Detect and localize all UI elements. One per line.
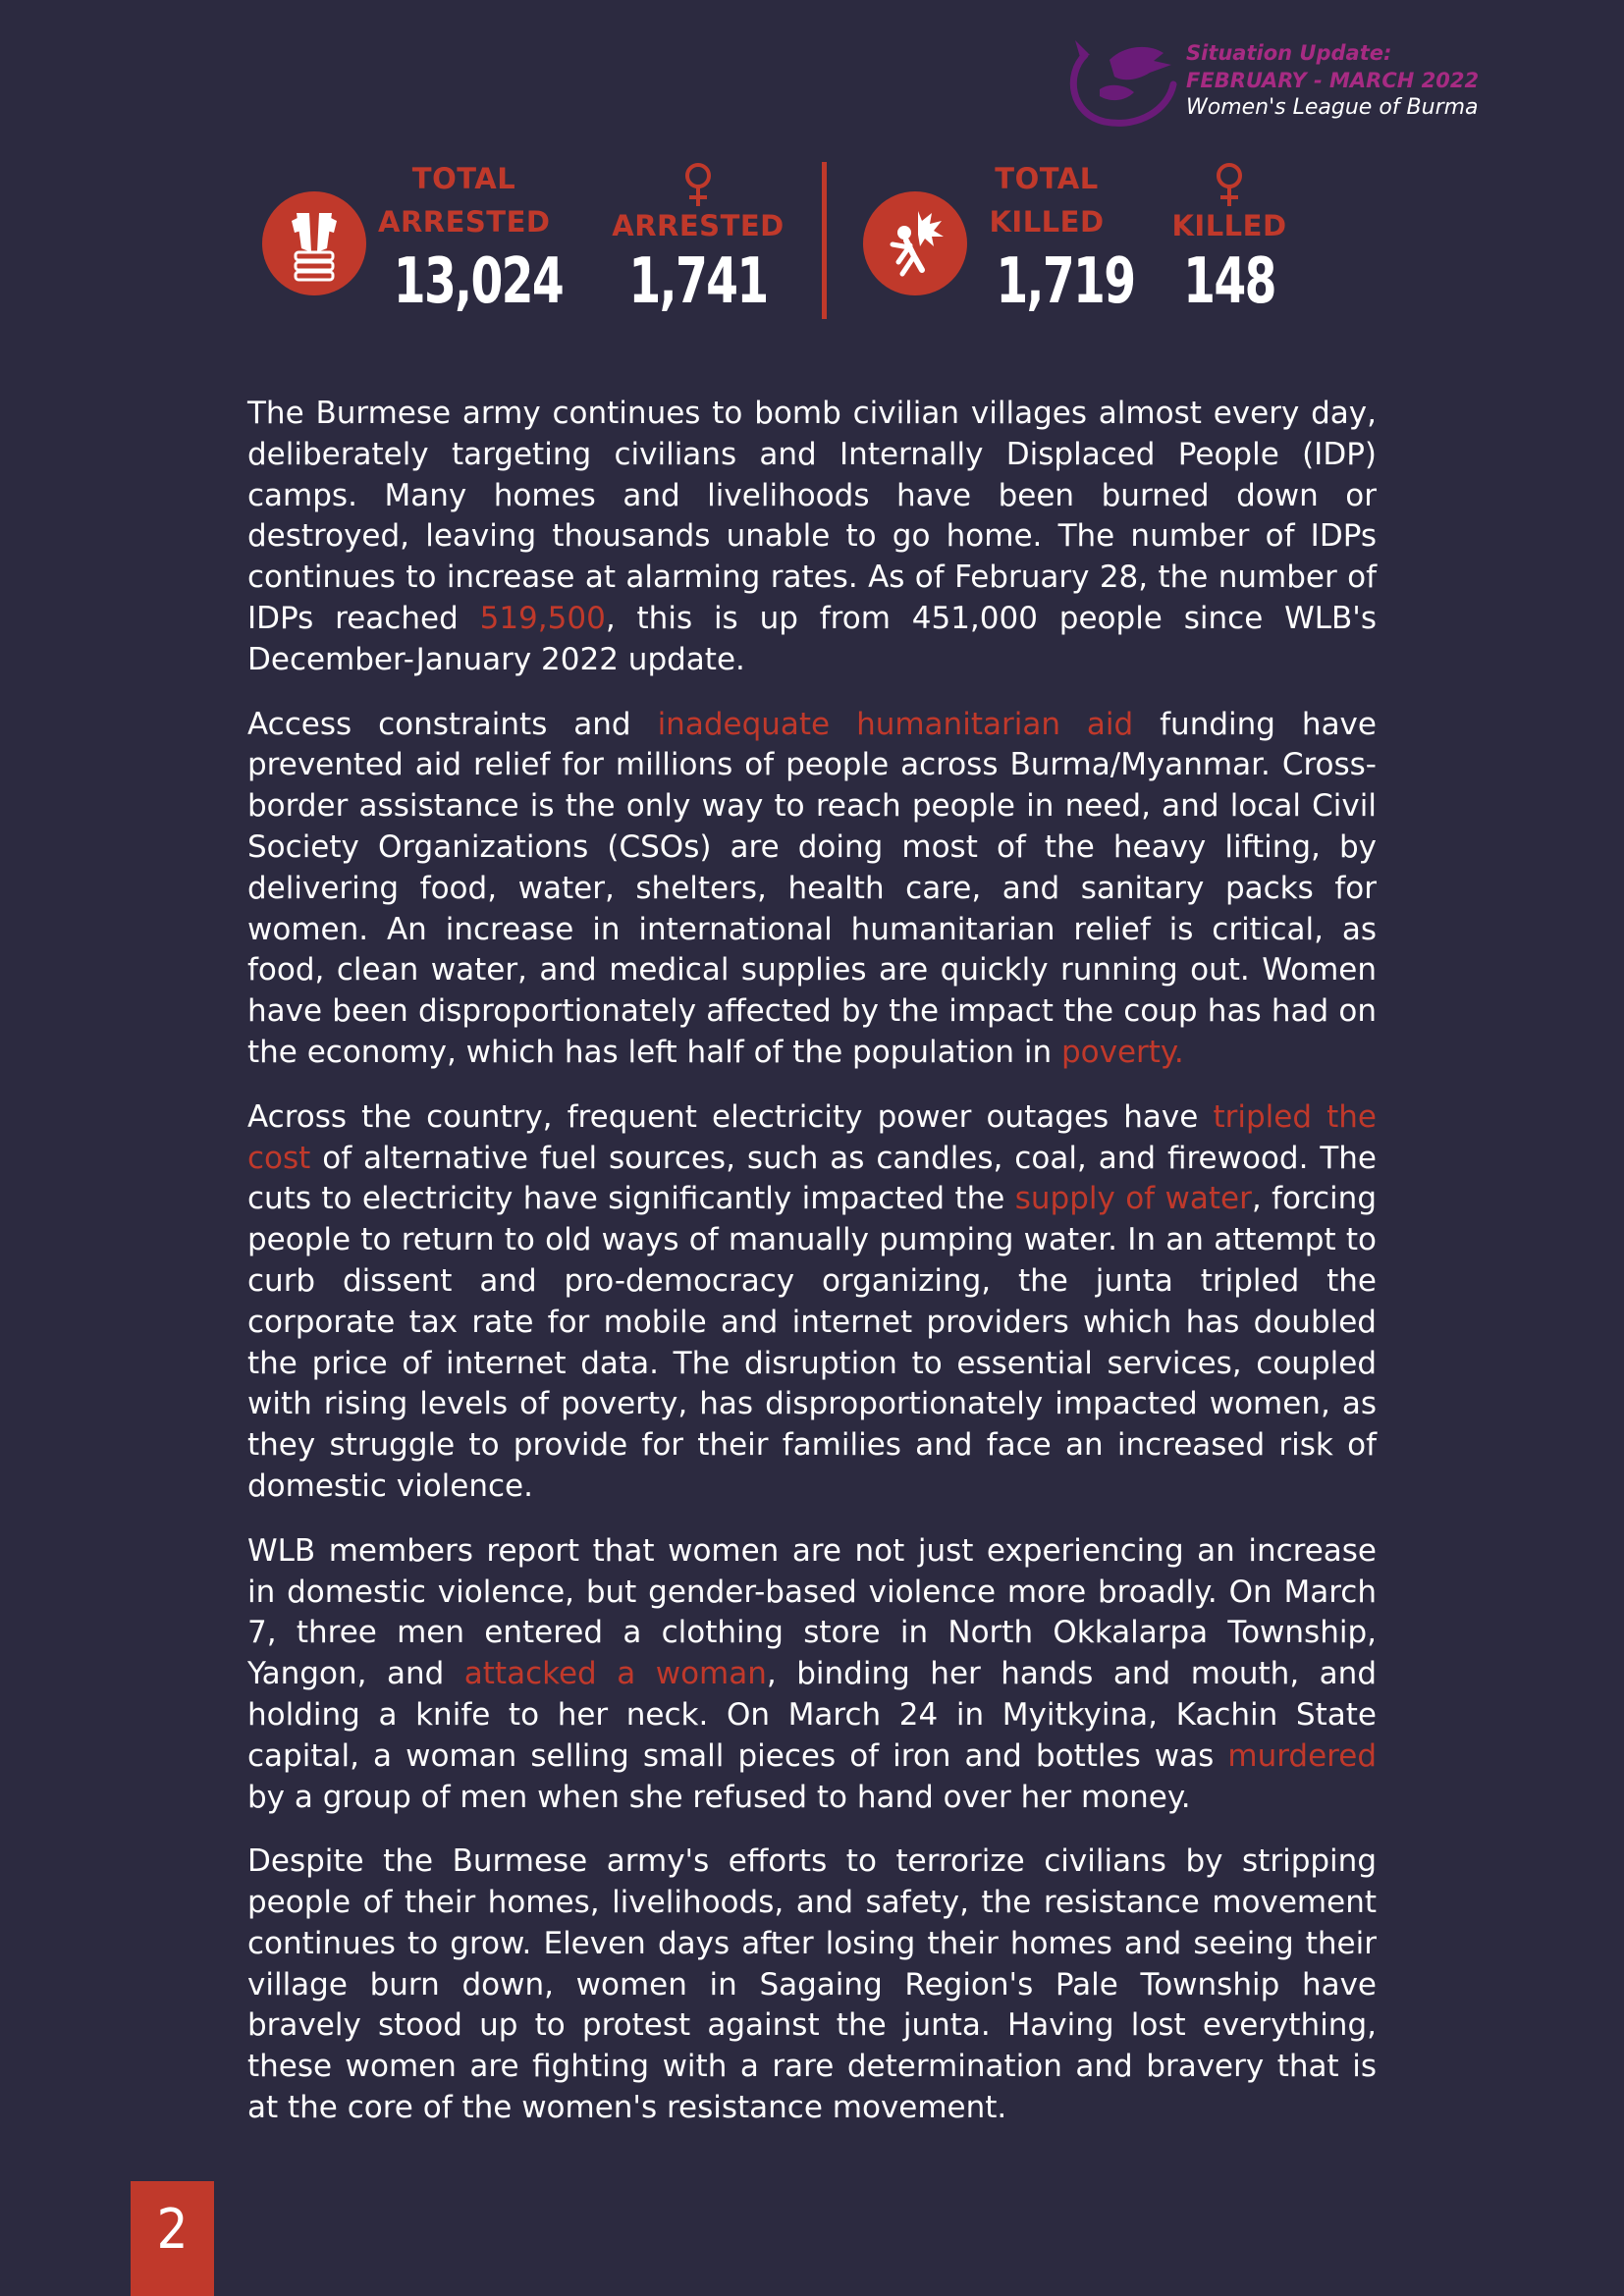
total-killed-value: 1,719 — [996, 245, 1135, 318]
female-killed-value: 148 — [1183, 245, 1275, 318]
article-body — [247, 394, 1377, 2153]
total-killed-label-1: TOTAL — [995, 162, 1099, 195]
link-tripled-cost[interactable]: tripled the cost — [247, 1098, 1377, 1176]
total-arrested-label-2: ARRESTED — [378, 205, 551, 239]
link-supply-of-water[interactable]: supply of water — [1014, 1181, 1252, 1217]
header-date-range: FEBRUARY - MARCH 2022 — [1186, 69, 1480, 92]
paragraph-gender-violence: WLB members report that women are not just experiencing an increase in domestic violence, but gender-based violence more broadly. On March 7, three men entered a clothing store in North Okkalarpa Township, Yangon, and attacked a woman, binding her hands and mouth, and holding a knife to her neck. On March 24 in Myitkyina, Kachin State capital, a woman selling small pieces of iron and bottles was murdered by a group of men when she refused to hand over her money. — [247, 1532, 1377, 1815]
header-title-block — [1186, 39, 1479, 122]
header-situation-update: Situation Update: — [1186, 41, 1392, 65]
wlb-logo — [1056, 35, 1193, 133]
female-symbol-icon — [680, 161, 716, 208]
falling-person-explosion-icon — [863, 191, 967, 295]
total-arrested-label-1: TOTAL — [411, 162, 516, 195]
female-arrested-label: ARRESTED — [612, 209, 785, 242]
female-arrested-value: 1,741 — [628, 245, 768, 318]
link-murdered[interactable]: murdered — [1227, 1737, 1377, 1774]
total-arrested-value: 13,024 — [393, 245, 564, 318]
report-header — [1056, 35, 1605, 133]
total-killed-label-2: KILLED — [989, 205, 1105, 239]
paragraph-humanitarian-aid: Access constraints and inadequate humanitarian aid funding have prevented aid relief for millions of people across Burma/Myanmar. Cross-border assistance is the only way to reach people in need, and local Civil Society Organizations (CSOs) are doing most of the heavy lifting, by delivering food, water, shelters, health care, and sanitary packs for women. An increase in international humanitarian relief is critical, as food, clean water, and medical supplies are quickly running out. Women have been disproportionately affected by the impact the coup has had on the economy, which has left half of the population in poverty. — [247, 706, 1377, 1070]
link-inadequate-aid[interactable]: inadequate humanitarian aid — [657, 706, 1134, 742]
female-killed-label: KILLED — [1171, 209, 1287, 242]
stats-banner — [250, 157, 1321, 329]
link-attacked-woman[interactable]: attacked a woman — [463, 1656, 767, 1692]
link-poverty[interactable]: poverty. — [1060, 1034, 1184, 1070]
female-symbol-icon — [1212, 161, 1247, 208]
stats-divider — [822, 162, 827, 319]
paragraph-idp-displacement: The Burmese army continues to bomb civilian villages almost every day, deliberately targeting civilians and Internally Displaced People (IDP) camps. Many homes and livelihoods have been burned down or destroyed, leaving thousands unable to go home. The number of IDPs continues to increase at alarming rates. As of February 28, the number of IDPs reached 519,500, this is up from 451,000 people since WLB's December-January 2022 update. — [247, 396, 1377, 677]
handcuffed-hands-icon — [262, 191, 366, 295]
page-number: 2 — [131, 2181, 214, 2296]
paragraph-electricity-outages: Across the country, frequent electricity power outages have tripled the cost of alternative fuel sources, such as candles, coal, and firewood. The cuts to electricity have significantly impacted the supply of water, forcing people to return to old ways of manually pumping water. In an attempt to curb dissent and pro-democracy organizing, the junta tripled the corporate tax rate for mobile and internet providers which has doubled the price of internet data. The disruption to essential services, coupled with rising levels of poverty, has disproportionately impacted women, as they struggle to provide for their families and face an increased risk of domestic violence. — [247, 1098, 1377, 1504]
link-idp-count[interactable]: 519,500 — [479, 600, 606, 636]
header-organization: Women's League of Burma — [1186, 95, 1479, 120]
paragraph-resistance: Despite the Burmese army's efforts to terrorize civilians by stripping people of their homes, livelihoods, and safety, the resistance movement continues to grow. Eleven days after losing their homes and seeing their village burn down, women in Sagaing Region's Pale Township have bravely stood up to protest against the junta. Having lost everything, these women are fighting with a rare determination and bravery that is at the core of the women's resistance movement. — [247, 1843, 1377, 2126]
